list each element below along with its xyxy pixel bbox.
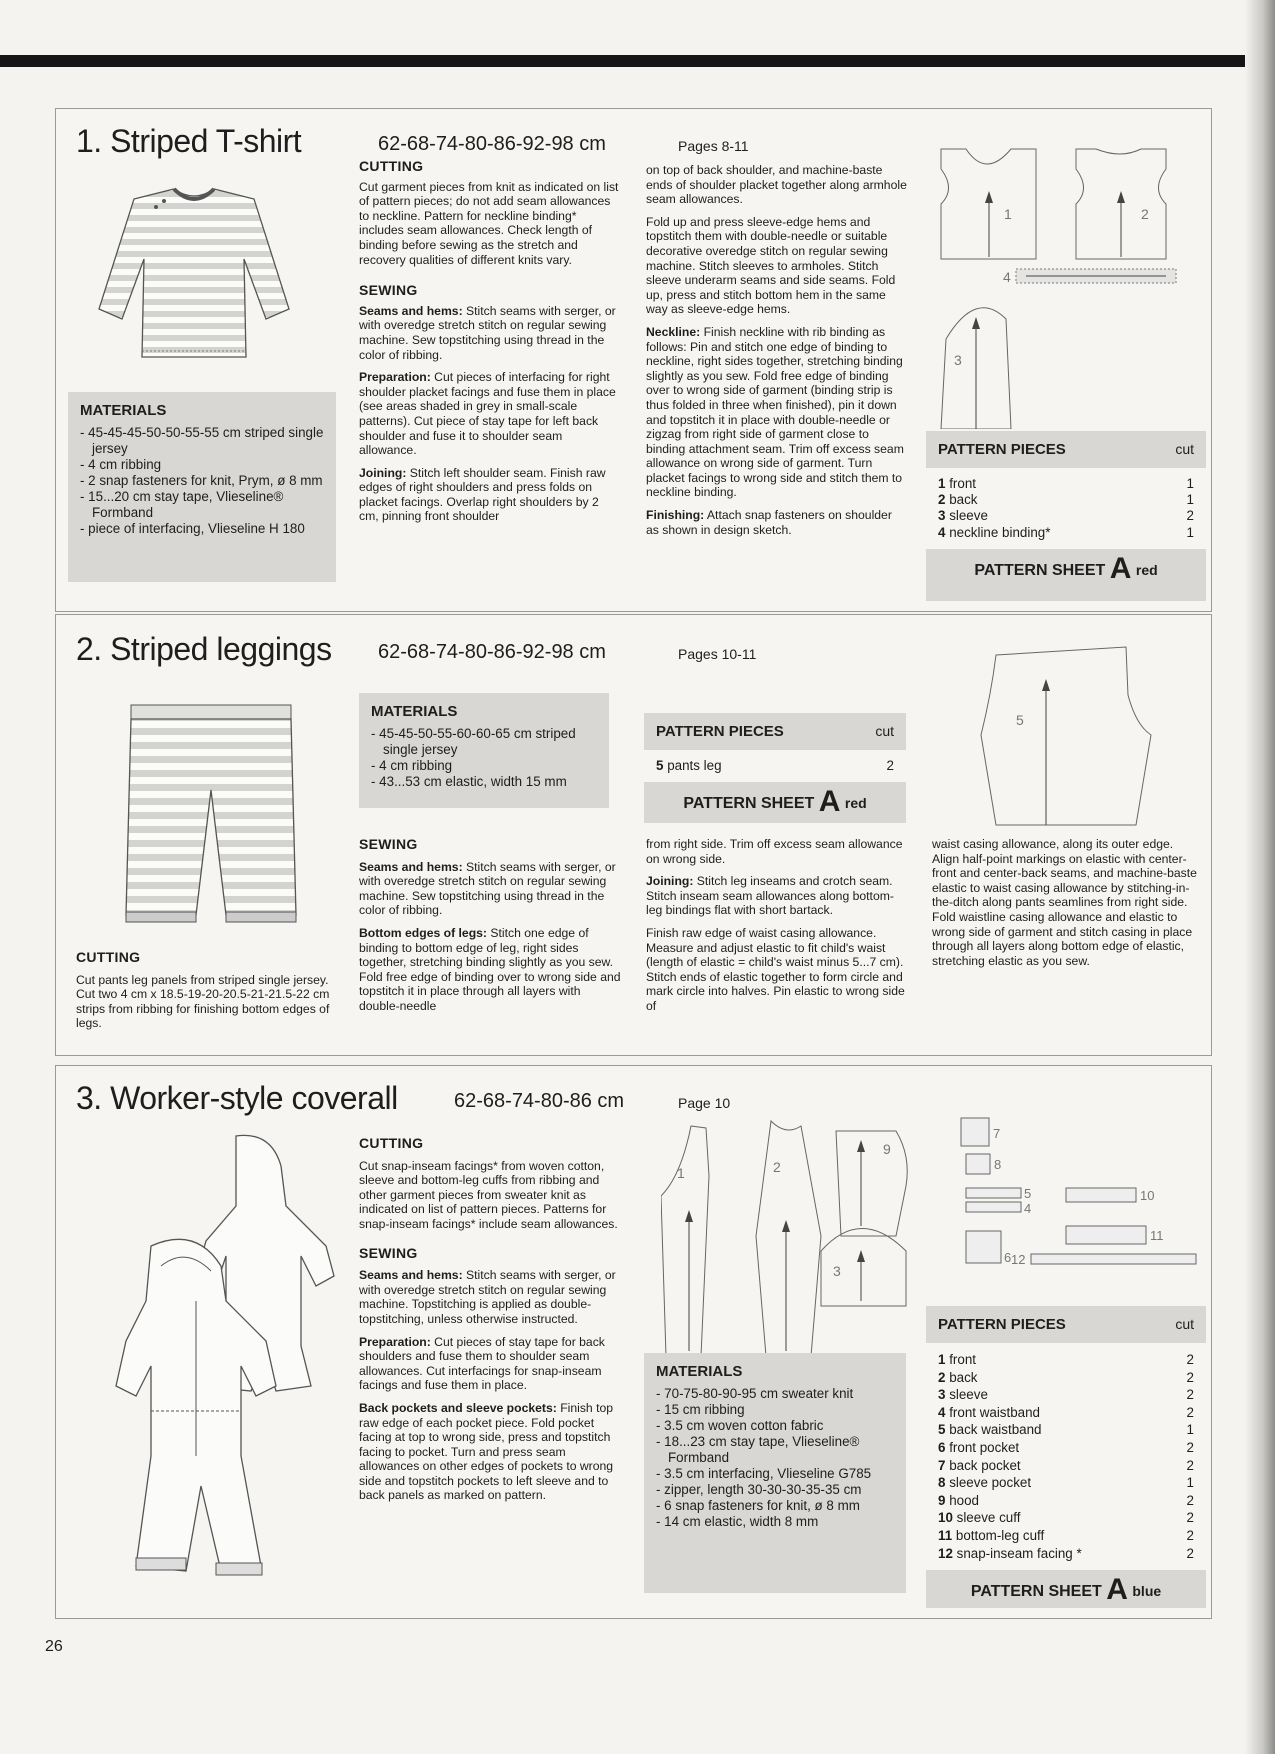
paragraph-label: Neckline:	[646, 324, 701, 339]
piece-label-2: 2	[773, 1159, 781, 1175]
pattern-pieces-box	[926, 431, 1206, 601]
piece-label-1: 1	[1004, 206, 1012, 222]
paragraph	[359, 860, 621, 918]
piece-cut: 1	[1186, 524, 1194, 540]
piece-number: 4	[938, 1404, 946, 1420]
sheet-letter: A	[1109, 551, 1132, 585]
piece-number: 6	[938, 1439, 946, 1455]
section-striped-tshirt	[55, 108, 1212, 612]
list-item: - 15...20 cm stay tape, Vlieseline® Formband	[80, 489, 284, 520]
cutting-text: Cut garment pieces from knit as indicated on list of pattern pieces; do not add seam allowances to neckline. Pattern for neckline binding* includes seam allowances. Check length of binding before sewing as the stretch and recovery qualities of different knits vary.	[359, 179, 619, 267]
table-row	[938, 1492, 1194, 1510]
paragraph-label: Finishing:	[646, 508, 705, 523]
cutting-heading: CUTTING	[359, 158, 424, 174]
top-edge-bar	[0, 55, 1275, 67]
cut-column-heading: cut	[1175, 1316, 1194, 1332]
materials-heading: MATERIALS	[80, 402, 167, 419]
paragraph-text: on top of back shoulder, and machine-baste ends of shoulder placket together along armhole seam allowances.	[646, 163, 907, 207]
paragraph-text: Stitch left shoulder seam. Finish raw edges of right shoulders and press folds on placket facings. Overlap right shoulders by 2 cm, pinning front shoulder	[359, 465, 606, 524]
pattern-sheet-label	[644, 782, 906, 822]
list-item: - 43...53 cm elastic, width 15 mm	[371, 774, 567, 789]
cut-column-heading: cut	[875, 723, 894, 739]
paragraph	[359, 1268, 621, 1326]
piece-label-9: 9	[883, 1141, 891, 1157]
piece-name: front	[949, 1352, 976, 1367]
section-striped-leggings	[55, 614, 1212, 1056]
piece-number: 5	[938, 1422, 946, 1438]
paragraph-label: Preparation:	[359, 1334, 431, 1349]
paragraph-label: Back pockets and sleeve pockets:	[359, 1400, 557, 1415]
paragraph	[646, 508, 908, 537]
sheet-letter: A	[818, 785, 841, 819]
leggings-sketch	[111, 700, 311, 940]
cutting-text: Cut snap-inseam facings* from woven cotton, sleeve and bottom-leg cuffs from ribbing and other garment pieces from sweater knit as indicated on list of pattern pieces. Patterns for snap-inseam facings* include seam allowances.	[359, 1158, 618, 1231]
materials-heading: MATERIALS	[656, 1363, 743, 1380]
page-number: 26	[45, 1638, 63, 1655]
cutting-heading: CUTTING	[359, 1135, 424, 1151]
paragraph-text: Stitch seams with serger, or with overedge stretch stitch on regular sewing machine. Sew topstitching using thread in the color of ribbing.	[359, 859, 616, 918]
piece-cut: 1	[1186, 1475, 1194, 1491]
paragraph-text: Attach snap fasteners on shoulder as shown in design sketch.	[646, 508, 892, 537]
paragraph-label: Joining:	[646, 874, 694, 889]
piece-name: back pocket	[949, 1457, 1021, 1473]
materials-box	[359, 693, 609, 808]
piece-name: back	[949, 492, 978, 508]
list-item: - zipper, length 30-30-30-35-35 cm	[656, 1482, 862, 1497]
paragraph-label: Bottom edges of legs:	[359, 925, 487, 940]
page-reference: Pages 10-11	[678, 646, 757, 662]
table-row	[656, 758, 894, 774]
pattern-pieces-list	[644, 750, 906, 782]
sheet-prefix: PATTERN SHEET	[970, 1583, 1102, 1601]
list-item: - piece of interfacing, Vlieseline H 180	[80, 521, 305, 536]
paragraph	[359, 370, 621, 458]
piece-number: 2	[938, 492, 946, 508]
piece-cut: 2	[1186, 508, 1194, 524]
list-item: - 4 cm ribbing	[371, 758, 453, 773]
piece-cut: 2	[886, 758, 894, 773]
pattern-pieces-list	[926, 468, 1206, 549]
paragraph	[646, 926, 908, 1014]
piece-cut: 2	[1186, 1457, 1194, 1473]
table-row	[938, 1474, 1194, 1492]
tshirt-sketch	[74, 179, 314, 379]
section-title: 3. Worker-style coverall	[76, 1080, 398, 1116]
paragraph	[646, 325, 908, 500]
piece-cut: 2	[1186, 1439, 1194, 1455]
piece-label-2: 2	[1141, 206, 1149, 222]
size-range: 62-68-74-80-86-92-98 cm	[378, 641, 606, 663]
section-worker-coverall	[55, 1065, 1212, 1619]
paragraph	[359, 1401, 621, 1503]
coverall-pattern-diagram	[661, 1116, 941, 1361]
piece-number: 10	[938, 1510, 953, 1526]
piece-name: front waistband	[949, 1404, 1040, 1420]
table-row	[938, 1404, 1194, 1422]
materials-box	[644, 1353, 906, 1593]
materials-list	[371, 726, 597, 790]
piece-number: 3	[938, 1387, 946, 1403]
piece-name: back waistband	[949, 1422, 1042, 1438]
table-row	[938, 1386, 1194, 1404]
pattern-pieces-box	[926, 1306, 1206, 1608]
list-item: - 2 snap fasteners for knit, Prym, ø 8 mm	[80, 473, 323, 488]
pants-pattern-diagram	[976, 635, 1156, 835]
pattern-pieces-heading: PATTERN PIECES	[656, 723, 784, 740]
list-item: - 3.5 cm interfacing, Vlieseline G785	[656, 1466, 872, 1481]
piece-cut: 2	[1186, 1527, 1194, 1543]
piece-number: 4	[938, 524, 946, 540]
list-item: - 45-45-50-55-60-60-65 cm striped single jersey	[371, 726, 576, 757]
paragraph	[646, 163, 908, 207]
list-item: - 15 cm ribbing	[656, 1402, 745, 1417]
column-sewing	[359, 837, 621, 1022]
section-title: 1. Striped T-shirt	[76, 123, 302, 159]
size-range: 62-68-74-80-86-92-98 cm	[378, 133, 606, 155]
sewing-heading: SEWING	[359, 1244, 418, 1261]
pattern-pieces-header	[926, 431, 1206, 468]
piece-cut: 2	[1186, 1492, 1194, 1508]
piece-label-6: 6	[1004, 1250, 1012, 1265]
piece-number: 5	[656, 758, 664, 773]
table-row	[938, 1527, 1194, 1545]
leggings-cutting	[76, 950, 346, 1039]
list-item: - 3.5 cm woven cotton fabric	[656, 1418, 824, 1433]
paragraph	[646, 874, 908, 918]
sheet-color: red	[844, 795, 867, 812]
piece-number: 2	[938, 1369, 946, 1385]
paragraph	[646, 837, 908, 866]
piece-label-12: 12	[1011, 1252, 1026, 1266]
piece-cut: 1	[1186, 476, 1194, 491]
paragraph-label: Preparation:	[359, 370, 431, 385]
paragraph-text: Stitch seams with serger, or with overedge stretch stitch on regular sewing machine. Topstitching is applied as double-topstitching, unless otherwise instructed.	[359, 1268, 616, 1326]
piece-cut: 2	[1186, 1404, 1194, 1420]
piece-name: sleeve	[949, 508, 988, 524]
piece-label-10: 10	[1140, 1188, 1155, 1203]
piece-label-8: 8	[994, 1157, 1002, 1172]
paragraph-text: Finish top raw edge of each pocket piece. Fold pocket facing at top to wrong side, press and topstitch facing to pocket. Turn and press seam allowances on other edges of pockets to wrong side and topstitch pockets to left sleeve and to back panels as marked on pattern.	[359, 1400, 614, 1503]
paragraph	[359, 1335, 621, 1393]
table-row	[938, 1351, 1194, 1369]
pattern-pieces-diagram	[936, 139, 1196, 429]
pattern-pieces-list	[926, 1343, 1206, 1570]
pattern-pieces-box	[644, 713, 906, 823]
list-item: - 6 snap fasteners for knit, ø 8 mm	[656, 1498, 860, 1513]
sheet-color: red	[1135, 561, 1158, 578]
paragraph-text: Stitch one edge of binding to bottom edge of leg, right sides together, stretching binding slightly as you sew. Fold free edge of binding over to wrong side and topstitch it in place through all layers with double-needle	[359, 925, 621, 1013]
coverall-sketch	[76, 1126, 356, 1611]
pattern-sheet-label	[926, 549, 1206, 589]
piece-label-3: 3	[833, 1263, 841, 1279]
list-item: - 45-45-45-50-50-55-55 cm striped single jersey	[80, 425, 324, 456]
piece-number: 9	[938, 1492, 946, 1508]
table-row	[938, 508, 1194, 524]
piece-label-4: 4	[1003, 269, 1011, 285]
list-item: - 4 cm ribbing	[80, 457, 162, 472]
paragraph-text: from right side. Trim off excess seam allowance on wrong side.	[646, 837, 903, 866]
table-row	[938, 1457, 1194, 1475]
piece-number: 8	[938, 1475, 946, 1491]
pattern-pieces-header	[926, 1306, 1206, 1343]
piece-cut: 2	[1186, 1510, 1194, 1526]
column-cutting-sewing	[359, 159, 621, 532]
page-reference: Page 10	[678, 1095, 731, 1111]
table-row	[938, 1369, 1194, 1387]
sewing-heading: SEWING	[359, 836, 418, 852]
piece-number: 7	[938, 1457, 946, 1473]
piece-cut: 1	[1186, 1422, 1194, 1438]
paragraph-text: Cut pieces of stay tape for back shoulders and fuse them to shoulder seam allowances. Cut interfacings for snap-inseam facings and fuse them in place.	[359, 1334, 605, 1393]
paragraph-text: Finish raw edge of waist casing allowance. Measure and adjust elastic to fit child's waist (length of elastic = child's waist minus 5...7 cm). Stitch ends of elastic together to form circle and mark circle into halves. Pin elastic to wrong side of	[646, 925, 905, 1013]
table-row	[938, 1439, 1194, 1457]
materials-heading: MATERIALS	[371, 703, 458, 720]
list-item: - 14 cm elastic, width 8 mm	[656, 1514, 819, 1529]
paragraph-text: Stitch leg inseams and crotch seam. Stitch inseam seam allowances along bottom-leg bindings flat with short bartack.	[646, 874, 894, 918]
piece-name: neckline binding*	[949, 524, 1051, 540]
paragraph-text: Cut pieces of interfacing for right shoulder placket facings and fuse them in place (see areas shaded in grey in small-scale patterns). Cut piece of stay tape for left back shoulder and fuse it to shoulder seam allowance.	[359, 370, 616, 458]
table-row	[938, 476, 1194, 492]
sheet-letter: A	[1106, 1573, 1128, 1607]
list-item: - 18...23 cm stay tape, Vlieseline® Formband	[656, 1434, 860, 1465]
sewing-heading: SEWING	[359, 282, 418, 299]
page-spine-shadow	[1245, 0, 1275, 1754]
piece-name: sleeve cuff	[956, 1510, 1021, 1526]
piece-name: sleeve pocket	[949, 1475, 1032, 1491]
pattern-pieces-heading: PATTERN PIECES	[938, 441, 1066, 458]
piece-name: front pocket	[949, 1439, 1020, 1455]
paragraph-label: Seams and hems:	[359, 859, 463, 874]
section-title: 2. Striped leggings	[76, 631, 332, 667]
column-cutting-sewing	[359, 1136, 621, 1511]
piece-name: bottom-leg cuff	[955, 1527, 1045, 1543]
piece-name: hood	[949, 1492, 979, 1508]
table-row	[938, 525, 1194, 541]
paragraph	[359, 304, 621, 362]
piece-number: 3	[938, 508, 946, 524]
paragraph-label: Seams and hems:	[359, 303, 463, 318]
piece-number: 1	[938, 1352, 946, 1367]
piece-label-11: 11	[1150, 1228, 1164, 1243]
paragraph-text: Stitch seams with serger, or with overedge stretch stitch on regular sewing machine. Sew topstitching using thread in the color of ribbing.	[359, 303, 616, 362]
piece-number: 11	[938, 1527, 953, 1543]
column-waist-casing: waist casing allowance, along its outer edge. Align half-point markings on elastic with center-front and center-back seams, and machine-baste elastic to waist casing allowance by stitching-in-the-ditch along pants seamlines from right side. Fold waistline casing allowance and elastic to wrong side of garment and stitch casing in place through all layers along bottom edge of elastic, stretching elastic as you sew.	[932, 837, 1197, 968]
list-item: - 70-75-80-90-95 cm sweater knit	[656, 1386, 854, 1401]
piece-label-4: 4	[1024, 1201, 1032, 1216]
piece-cut: 1	[1186, 492, 1194, 508]
small-pieces-diagram	[956, 1116, 1206, 1266]
table-row	[938, 492, 1194, 508]
piece-cut: 2	[1186, 1545, 1194, 1561]
table-row	[938, 1509, 1194, 1527]
page-reference: Pages 8-11	[678, 138, 749, 154]
piece-cut: 2	[1186, 1352, 1194, 1367]
pattern-pieces-header	[644, 713, 906, 750]
piece-name: pants leg	[667, 758, 722, 773]
sheet-prefix: PATTERN SHEET	[683, 795, 815, 813]
piece-name: snap-inseam facing *	[956, 1545, 1082, 1561]
piece-cut: 2	[1186, 1387, 1194, 1403]
sheet-color: blue	[1132, 1583, 1162, 1600]
piece-name: front	[949, 476, 976, 491]
cut-column-heading: cut	[1175, 441, 1194, 457]
size-range: 62-68-74-80-86 cm	[454, 1090, 625, 1112]
piece-number: 1	[938, 476, 946, 491]
piece-label-5: 5	[1024, 1186, 1032, 1201]
paragraph	[359, 466, 621, 524]
paragraph-text: Fold up and press sleeve-edge hems and topstitch them with double-needle or suitable decorative overedge stitch on regular sewing machine. Stitch sleeves to armholes. Stitch sleeve underarm seams and side seams. Fold up, press and stitch bottom hem in the same way as sleeve-edge hems.	[646, 214, 896, 317]
paragraph	[646, 215, 908, 317]
materials-box	[68, 392, 336, 582]
table-row	[938, 1545, 1194, 1563]
sheet-prefix: PATTERN SHEET	[974, 561, 1106, 579]
piece-name: back	[949, 1369, 978, 1385]
piece-label-7: 7	[993, 1126, 1001, 1141]
table-row	[938, 1421, 1194, 1439]
materials-list	[80, 425, 324, 537]
piece-label-5: 5	[1016, 712, 1024, 728]
paragraph-label: Seams and hems:	[359, 1268, 463, 1283]
column-continued	[646, 837, 908, 1022]
piece-cut: 2	[1186, 1369, 1194, 1385]
paragraph	[359, 926, 621, 1014]
pattern-sheet-label	[926, 1570, 1206, 1610]
piece-name: sleeve	[949, 1387, 988, 1403]
column-continued	[646, 163, 908, 545]
materials-list	[656, 1386, 894, 1530]
piece-label-1: 1	[677, 1165, 685, 1181]
pattern-pieces-heading: PATTERN PIECES	[938, 1316, 1066, 1333]
paragraph-text: Finish neckline with rib binding as follows: Pin and stitch one edge of binding to neckline, right sides together, stretching binding slightly as you sew. Fold free edge of binding over to wrong side of garment (binding strip is thus folded in three when finished), pin it down and topstitch it in place with double-needle or zigzag from right side of garment close to binding attachment seam. Trim off excess seam allowance on wrong side of garment. Turn placket facings to wrong side and stitch them to neckline binding.	[646, 324, 904, 500]
cutting-heading: CUTTING	[76, 949, 141, 965]
piece-label-3: 3	[954, 352, 962, 368]
cutting-text: Cut pants leg panels from striped single jersey. Cut two 4 cm x 18.5-19-20-20.5-21-21.5-22 cm strips from ribbing for finishing bottom edges of legs.	[76, 972, 330, 1031]
piece-number: 12	[938, 1545, 953, 1561]
paragraph-label: Joining:	[359, 465, 407, 480]
